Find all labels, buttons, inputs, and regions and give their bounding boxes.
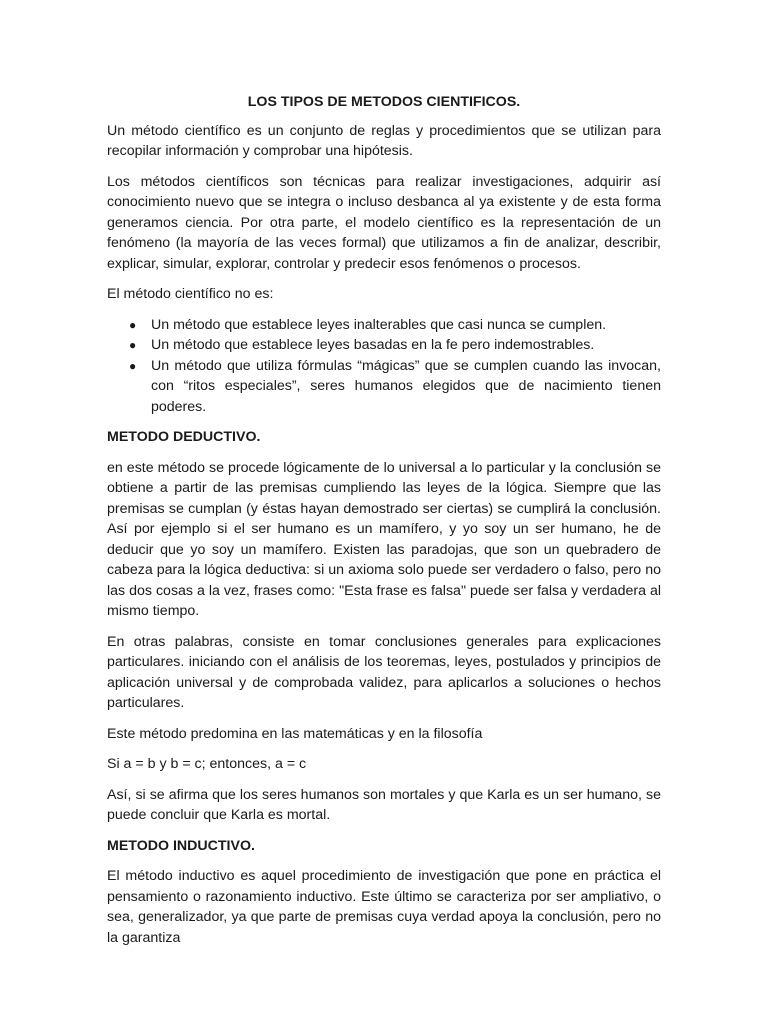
deductive-paragraph-1: en este método se procede lógicamente de lo universal a lo particular y la conclusión se obtiene a partir de las premisas cumpliendo las leyes de la lógica. Siempre que las premisas se cumplan (y éstas hayan demostrado ser ciertas) se cumplirá la conclusión. Así por ejemplo si el ser humano es un mamífero, y yo soy un ser humano, he de deducir que yo soy un mamífero. Existen las paradojas, que son un quebradero de cabeza para la lógica deductiva: si un axioma solo puede ser verdadero o falso, pero no las dos cosas a la vez, frases como: "Esta frase es falsa" puede ser falsa y verdadera al mismo tiempo. xyxy=(107,459,661,619)
intro-paragraph-3: El método científico no es: xyxy=(107,286,274,302)
inductive-heading: METODO INDUCTIVO. xyxy=(107,837,255,854)
deductive-paragraph-3: Este método predomina en las matemáticas y en la filosofía xyxy=(107,725,483,742)
not-list xyxy=(107,315,661,418)
list-item: ● Un método que establece leyes inalterables que casi nunca se cumplen. xyxy=(151,315,661,336)
bullet-icon: ● xyxy=(129,358,137,373)
intro-paragraph-2: Los métodos científicos son técnicas para realizar investigaciones, adquirir así conocimiento nuevo que se integra o incluso desbanca al ya existente y de esta forma generamos ciencia. Por otra parte, el modelo científico es la representación de un fenómeno (la mayoría de las veces formal) que utilizamos a fin de analizar, describir, explicar, simular, explorar, controlar y predecir esos fenómenos o procesos. xyxy=(107,173,661,272)
bullet-icon: ● xyxy=(129,338,137,352)
document-title: LOS TIPOS DE METODOS CIENTIFICOS. xyxy=(247,94,521,110)
deductive-heading: METODO DEDUCTIVO. xyxy=(107,429,261,445)
inductive-paragraph-1: El método inductivo es aquel procedimiento de investigación que pone en práctica el pensamiento o razonamiento inductivo. Este último se caracteriza por ser ampliativo, o sea, generalizador, ya que parte de premisas cuya verdad apoya la conclusión, pero no la garantiza xyxy=(107,868,661,946)
list-item: ● Un método que establece leyes basadas en la fe pero indemostrables. xyxy=(151,335,661,356)
deductive-paragraph-5: Así, si se afirma que los seres humanos son mortales y que Karla es un ser humano, se puede concluir que Karla es mortal. xyxy=(107,786,661,823)
list-item: ● Un método que utiliza fórmulas “mágicas” que se cumplen cuando las invocan, con “ritos especiales”, seres humanos elegidos que de nacimiento tienen poderes. xyxy=(129,357,661,415)
deductive-formula: Si a = b y b = c; entonces, a = c xyxy=(107,756,307,772)
bullet-icon: ● xyxy=(129,317,137,332)
deductive-paragraph-2: En otras palabras, consiste en tomar conclusiones generales para explicaciones particulares. iniciando con el análisis de los teoremas, leyes, postulados y principios de aplicación universal y de comprobada validez, para aplicarlos a soluciones o hechos particulares. xyxy=(107,633,661,711)
intro-paragraph-1: Un método científico es un conjunto de reglas y procedimientos que se utilizan para recopilar información y comprobar una hipótesis. xyxy=(107,122,661,159)
